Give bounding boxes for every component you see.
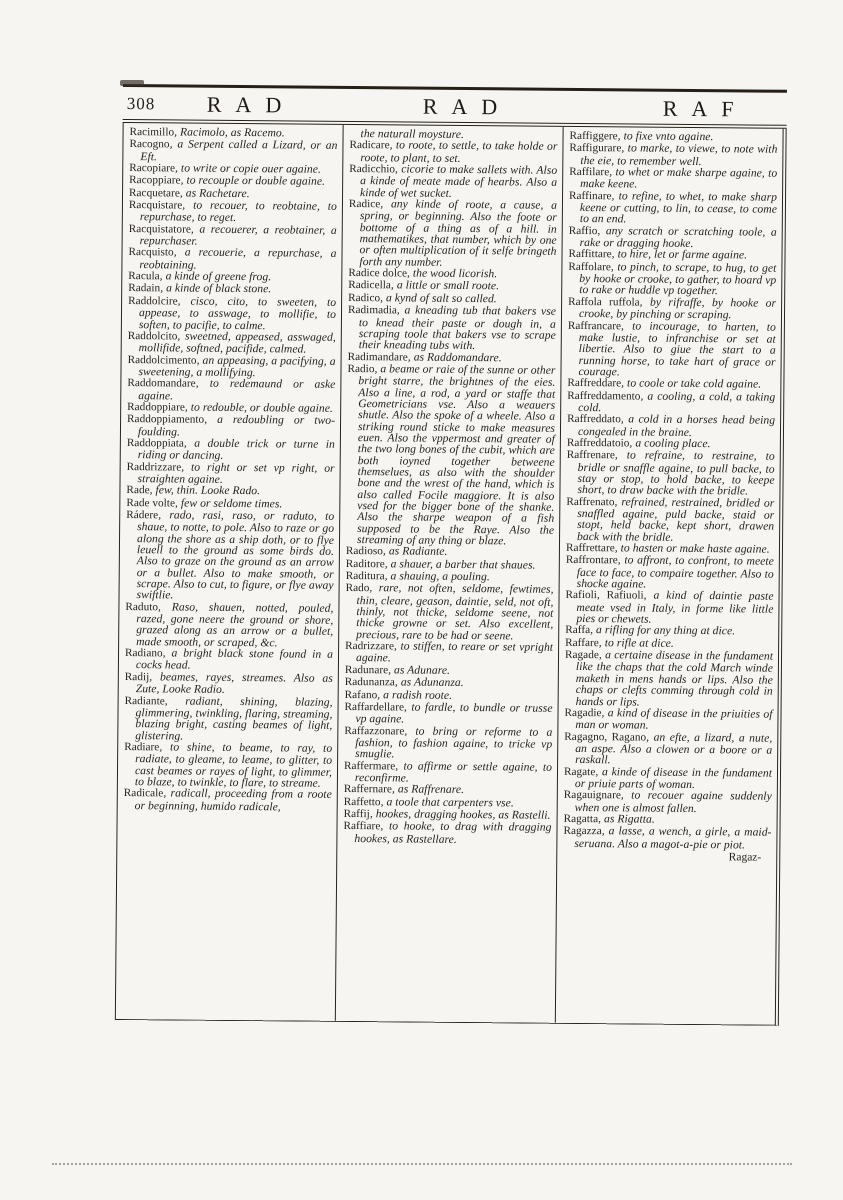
entry-definition: , to fixe vnto againe. <box>617 129 714 144</box>
scan-artifact-dotted-line <box>52 1163 792 1165</box>
entry-headword: Radij <box>124 670 150 684</box>
entry-headword: Raffij <box>343 807 370 821</box>
column-2 <box>336 125 564 1023</box>
dictionary-entry <box>127 461 335 487</box>
dictionary-entry <box>344 701 552 727</box>
entry-definition: , to stiffen, to reare or set vpright againe. <box>355 639 554 665</box>
entry-definition: , rado, rasi, raso, or raduto, to shaue, to notte, to pole. Also to raze or go along the shore as a ship doth, or to flye leuell to the ground as some birds do. Also to graze on the ground as an arrow or a bullet. Also to make smooth, or scrape. Also to cut, to figure, or flye away swiftlie. <box>136 508 335 602</box>
entry-definition: , sweetned, appeased, asswaged, mollifide, softned, pacifide, calmed. <box>138 329 336 356</box>
dictionary-entry <box>569 190 777 227</box>
dictionary-entry <box>127 413 335 439</box>
entry-headword: Raffrenato <box>566 495 615 508</box>
entry-definition: , a little or small roote. <box>390 278 500 293</box>
entry-headword: Raffio <box>568 224 598 237</box>
entry-headword: Raffetto <box>343 795 381 808</box>
entry-headword: Radicella <box>348 279 392 292</box>
entry-headword: Radice dolce <box>348 267 408 280</box>
entry-continuation: the naturall moysture. <box>360 127 465 141</box>
entry-headword: Rado <box>345 582 370 595</box>
entry-headword: Ragauignare <box>563 789 621 802</box>
entry-definition: , a cold in a horses head being congealed in the braine. <box>577 412 776 439</box>
entry-headword: Raddoppiamento <box>127 413 205 426</box>
entry-headword: Rádere <box>126 509 159 522</box>
entry-definition: , few or seldome times. <box>174 496 283 511</box>
running-header <box>123 84 787 129</box>
entry-headword: Racula <box>128 270 160 283</box>
entry-headword: Ragadie <box>564 706 602 720</box>
dictionary-entry <box>565 649 773 709</box>
entry-definition: , Racimolo, as Racemo. <box>174 125 285 140</box>
entry-definition: , a shauer, a barber that shaues. <box>384 557 536 572</box>
entry-headword: Ragagno, Ragano <box>564 730 647 744</box>
entry-definition: , few, thin. Looke Rado. <box>149 483 261 498</box>
dictionary-entry <box>564 765 772 791</box>
entry-headword: Radimandare <box>347 350 408 364</box>
entry-headword: Raffa <box>565 624 591 637</box>
entry-headword: Raditura <box>345 570 385 583</box>
entry-headword: Radice <box>348 198 381 211</box>
entry-definition: , to recouer, to reobtaine, to repurchase, to reget. <box>139 198 337 225</box>
entry-definition: , the wood licorish. <box>406 266 498 281</box>
entry-definition: , to pinch, to scrape, to hug, to get by hooke or crooke, to gather, to hoard vp to rake or huddle vp together. <box>579 260 777 298</box>
entry-definition: , refrained, restrained, bridled or snaffled againe, puld backe, staid or stopt, held backe, kept short, drawen back with the bridle. <box>577 494 775 544</box>
entry-definition: , as Rigatta. <box>598 812 655 826</box>
dictionary-entry <box>124 695 332 743</box>
entry-headword: Ragate <box>563 765 596 778</box>
dictionary-entry <box>564 789 772 815</box>
dictionary-entry <box>564 730 772 767</box>
dictionary-entry <box>565 589 773 626</box>
dictionary-entry <box>127 377 335 403</box>
entry-headword: Raffolare <box>568 260 611 274</box>
entry-headword: Radain <box>128 282 161 295</box>
dictionary-entry <box>124 787 332 813</box>
entry-headword: Radiano <box>124 647 163 660</box>
dictionary-entry <box>569 166 777 192</box>
entry-headword: Raffreddato <box>567 413 621 426</box>
entry-definition: , a radish roote. <box>377 687 453 702</box>
entry-headword: Radicale <box>123 787 164 800</box>
dictionary-entry <box>344 724 552 761</box>
entry-definition: , a kynd of salt so called. <box>380 291 497 306</box>
entry-definition: , a kind of daintie paste meate vsed in Italy, in forme like little pies or chewets. <box>576 588 774 626</box>
entry-definition: , to recouer againe suddenly when one is almost fallen. <box>574 788 772 815</box>
dictionary-entry <box>566 449 774 497</box>
entry-definition: , to redouble, or double againe. <box>184 400 333 415</box>
entry-definition: , hookes, dragging hookes, as Rastelli. <box>369 807 551 822</box>
dictionary-entry <box>346 363 556 547</box>
dictionary-entry <box>568 296 776 322</box>
entry-headword: Racogno <box>129 138 170 151</box>
dictionary-entry <box>568 261 776 298</box>
entry-headword: Racquistare <box>128 199 183 212</box>
entry-definition: , to bring or reforme to a fashion, to fashion againe, to tricke vp smuglie. <box>355 724 553 761</box>
dictionary-entry <box>345 582 553 642</box>
entry-definition: , cicorie to make sallets with. Also a kinde of meate made of hearbs. Also a kinde of wet sucket. <box>360 162 558 200</box>
entry-headword: Radio <box>347 362 375 376</box>
entry-headword: Radico <box>348 291 381 305</box>
entry-definition: , any kinde of roote, a cause, a spring, or beginning. Also the foote or bottome of a thing as of a hill. in mathematikes, that number, which by one or often multiplication of it selfe bringeth forth any number. <box>359 197 558 269</box>
dictionary-entry <box>127 354 335 380</box>
entry-definition: , as Adunare. <box>388 663 451 677</box>
entry-headword: Radiare <box>124 740 160 754</box>
entry-definition: , a cooling place. <box>629 436 711 451</box>
entry-headword: Raffreddare <box>567 377 622 390</box>
page-number: 308 <box>126 94 156 114</box>
entry-definition: , a Serpent called a Lizard, or an Eft. <box>140 137 338 163</box>
entry-definition: , as Radiante. <box>382 544 448 559</box>
dictionary-entry <box>566 554 774 591</box>
entry-definition: , to write or copie ouer againe. <box>175 161 321 176</box>
catchword: Ragaz- <box>728 851 762 864</box>
entry-definition: , a kinde of black stone. <box>160 281 272 296</box>
entry-headword: Racquisto <box>128 246 174 259</box>
column-header-rad-2: RAD <box>422 93 512 120</box>
dictionary-entry <box>343 820 551 846</box>
entry-definition: , as Raffrenare. <box>391 782 465 797</box>
dictionary-entry <box>349 139 557 165</box>
entry-definition: , to right or set vp right, or straighten againe. <box>137 460 335 486</box>
entry-definition: , cisco, cito, to sweeten, to appease, to asswage, to mollifie, to soften, to pacifie, to calme. <box>138 294 337 332</box>
entry-headword: Rafioli, Rafiuoli <box>565 589 644 602</box>
entry-definition: , a beame or raie of the sunne or other bright starre, the brightnes of the eies. Also a line, a rod, a yard or staffe that Geometricians vse. Also a weauers shutle. Also the spoke of a wheele. Also a striking round sticke to make measures euen. Also the vppermost and greater of the two long bones of the cubit, which are both ioyned together betweene themselues, as also with the shoulder bone and the wrest of the hand, which is also called Focile maggiore. It is also vsed for the bigger bone of the shanke. Also the sharpe weapon of a fish supposed to be the Raye. Also the streaming of any thing or blaze. <box>356 362 556 548</box>
entry-definition: , to roote, to settle, to take holde or roote, to plant, to set. <box>360 138 558 165</box>
dictionary-entry <box>125 509 334 603</box>
entry-definition: , a certaine disease in the fundament like the chaps that the cold March winde maketh in mens hands or lips. Also the chaps or clefts comming through cold in hands or lips. <box>575 648 774 709</box>
text-columns <box>115 123 787 1026</box>
entry-headword: Ragazza <box>563 825 602 838</box>
entry-definition: , a toole that carpenters vse. <box>380 794 514 810</box>
entry-headword: Raditore <box>345 557 385 571</box>
entry-headword: Racoppiare <box>129 174 181 187</box>
entry-definition: , to refraine, to restraine, to bridle or snaffle againe, to pull backe, to stay or stop, to hold backe, to keepe short, to draw backe with the bridle. <box>577 448 775 498</box>
entry-headword: Raddolcimento <box>127 353 197 367</box>
dictionary-entry <box>563 825 771 851</box>
dictionary-entry <box>344 760 552 786</box>
entry-definition: , to fardle, to bundle or trusse vp againe. <box>355 700 553 726</box>
entry-headword: Raddoppiata <box>126 436 185 450</box>
entry-headword: Raddomandare <box>127 377 196 390</box>
entry-headword: Radrizzare <box>345 640 395 653</box>
entry-definition: , to affirme or settle againe, to reconfirme. <box>354 758 553 785</box>
dictionary-entry <box>349 163 557 200</box>
entry-headword: Raffilare <box>569 165 610 179</box>
entry-headword: Raffreddamento <box>567 389 641 403</box>
entry-definition: , a rifling for any thing at dice. <box>590 623 736 638</box>
dictionary-entry <box>567 389 775 415</box>
entry-definition: , a bright black stone found in a cocks head. <box>135 646 334 673</box>
entry-headword: Raffrettare <box>565 541 615 555</box>
entry-headword: Radioso <box>345 545 384 558</box>
entry-headword: Raffrenare <box>566 449 615 462</box>
entry-headword: Racquetare <box>128 186 180 200</box>
entry-definition: , a double trick or turne in riding or dancing. <box>137 436 335 463</box>
entry-headword: Ragatta <box>563 812 599 826</box>
entry-definition: , beames, rayes, streames. Also as Zute, Looke Radio. <box>135 670 333 697</box>
entry-headword: Raffare <box>565 636 599 649</box>
entry-headword: Raffiggere <box>569 129 618 143</box>
entry-headword: Radimadia <box>347 304 398 317</box>
entry-definition: , rare, not often, seldome, fewtimes, thin, cleare, geason, daintie, seld, not oft, thinly, not thicke, seldome seene, not thicke growne or set. Also excellent, precious, rare to be had or seene. <box>356 581 554 643</box>
entry-definition: , as Raddomandare. <box>407 350 502 364</box>
entry-headword: Raffazzonare <box>344 724 405 738</box>
entry-headword: Raffola ruffola <box>568 295 640 309</box>
entry-headword: Radiante <box>124 694 165 707</box>
entry-definition: , an efte, a lizard, a nute, an aspe. Also a clowen or a boore or a raskall. <box>575 730 773 767</box>
entry-headword: Raffittare <box>568 248 612 261</box>
entry-definition: , a recouerer, a reobtainer, a repurchaser. <box>139 222 337 248</box>
entry-definition: , to marke, to viewe, to note with the eie, to remember well. <box>580 141 778 168</box>
entry-definition: , any scratch or scratching toole, a rake or dragging hooke. <box>579 223 777 251</box>
entry-headword: Raffreddatoio <box>566 436 630 450</box>
entry-definition: , as Adunanza. <box>394 675 464 690</box>
dictionary-entry <box>567 413 775 439</box>
entry-headword: Raddolcito <box>127 329 178 343</box>
dictionary-entry <box>125 671 333 697</box>
entry-definition: , a kinde of greene frog. <box>159 269 272 284</box>
dictionary-entry <box>124 741 332 789</box>
entry-headword: Raffiare <box>343 820 381 833</box>
entry-definition: , a kneading tub that bakers vse to knead their paste or dough in, a scraping toole that bakers vse to scrape their kneading tubs with. <box>358 303 557 353</box>
entry-definition: , to hasten or make haste againe. <box>614 541 770 556</box>
entry-definition: , an appeasing, a pacifying, a sweetening, a mollifying. <box>138 353 336 380</box>
dictionary-entry <box>566 496 774 544</box>
entry-definition: , a recouerie, a repurchase, a reobtaining. <box>139 245 337 272</box>
dictionary-entry <box>569 142 777 168</box>
entry-definition: , to refine, to whet, to make sharp keene or cutting, to lin, to cease, to come to an end. <box>579 188 778 226</box>
entry-definition: , a shauing, a pouling. <box>384 569 490 584</box>
entry-headword: Raffinare <box>568 189 612 202</box>
entry-definition: , Raso, shauen, notted, pouled, razed, gone neere the ground or shore, grazed along as an arrow or a bullet, made smooth, or scraped, &c. <box>136 600 334 650</box>
entry-headword: Raffermare <box>344 759 396 772</box>
dictionary-entry <box>348 198 557 269</box>
printed-page-block <box>115 84 787 1028</box>
entry-headword: Raffrancare <box>567 319 622 332</box>
dictionary-entry <box>127 437 335 463</box>
column-3 <box>556 127 783 1025</box>
entry-definition: , to incourage, to harten, to make lustie, to infranchise or set at libertie. Also to giue the start to a running horse, to take hart of grace or courage. <box>578 318 776 379</box>
entry-definition: , to affront, to confront, to meete face to face, to compaire together. Also to shocke againe. <box>576 553 774 591</box>
entry-definition: , by rifraffe, by hooke or crooke, by pinching or scraping. <box>578 295 777 322</box>
entry-headword: Ragade <box>564 649 599 662</box>
entry-definition: , to hire, let or farme againe. <box>611 247 748 262</box>
entry-headword: Raffardellare <box>344 700 405 714</box>
entry-definition: , to whet or make sharpe againe, to make keene. <box>580 165 778 191</box>
dictionary-entry <box>564 707 772 733</box>
entry-definition: , to coole or take cold againe. <box>621 376 762 391</box>
entry-definition: , as Rachetare. <box>179 186 250 200</box>
scan-artifact-smudge <box>120 80 144 86</box>
dictionary-entry <box>348 304 556 352</box>
dictionary-entry <box>128 295 336 332</box>
entry-headword: Radicchio <box>349 163 396 176</box>
dictionary-entry <box>345 640 553 666</box>
entry-headword: Raduto <box>125 600 159 614</box>
entry-headword: Raddoppiare <box>127 400 185 414</box>
entry-headword: Rade <box>126 484 150 497</box>
entry-headword: Radunanza <box>344 676 395 689</box>
entry-definition: , a kinde of disease in the fundament or priuie parts of woman. <box>574 764 773 791</box>
entry-headword: Racquistatore <box>128 222 191 236</box>
entry-headword: Radunare <box>344 663 389 677</box>
entry-headword: Raffigurare <box>569 142 622 155</box>
entry-definition: , a cooling, a cold, a taking cold. <box>578 389 776 415</box>
column-header-raf: RAF <box>662 95 748 122</box>
entry-headword: Radicare <box>349 139 390 152</box>
entry-headword: Rade volte <box>126 496 176 510</box>
dictionary-entry <box>567 319 775 379</box>
entry-definition: , to rifle at dice. <box>598 635 674 650</box>
entry-headword: Racimillo <box>129 126 175 139</box>
entry-definition: , to redemaund or aske againe. <box>138 376 336 403</box>
dictionary-entry <box>128 330 336 356</box>
entry-headword: Raddrizzare <box>126 460 182 474</box>
dictionary-entry <box>125 647 333 673</box>
entry-definition: , a kind of disease in the priuities of man or woman. <box>575 706 773 732</box>
entry-headword: Raffernare <box>343 783 393 796</box>
entry-definition: , to recouple or double againe. <box>180 173 326 189</box>
entry-headword: Racopiare <box>129 162 176 175</box>
entry-headword: Rafano <box>344 688 378 701</box>
entry-definition: , radicall, proceeding from a roote or beginning, humido radicale, <box>134 786 332 813</box>
entry-definition: , a redoubling or two-foulding. <box>137 412 336 439</box>
dictionary-entry <box>569 225 777 251</box>
column-header-rad-1: RAD <box>206 91 296 118</box>
entry-headword: Raffrontare <box>565 554 618 567</box>
dictionary-entry <box>129 138 337 164</box>
dictionary-entry <box>128 246 336 272</box>
dictionary-entry <box>125 601 333 649</box>
column-1 <box>116 123 344 1021</box>
dictionary-entry <box>129 199 337 225</box>
entry-definition: , radiant, shining, blazing, glimmering, twinkling, flaring, streaming, blazing bright, casting beames of light, glistering. <box>135 693 333 743</box>
entry-definition: , to shine, to beame, to ray, to radiate, to gleame, to leame, to glitter, to cast beames or rayes of light, to glimmer, to blaze, to twinkle, to flare, to streame. <box>134 740 333 790</box>
entry-definition: , a lasse, a wench, a girle, a maid-seruana. Also a magot-a-pie or piot. <box>574 824 772 852</box>
entry-definition: , to hooke, to drag with dragging hookes, as Rastellare. <box>354 819 552 846</box>
dictionary-entry <box>129 223 337 249</box>
entry-headword: Raddolcire <box>128 294 178 308</box>
